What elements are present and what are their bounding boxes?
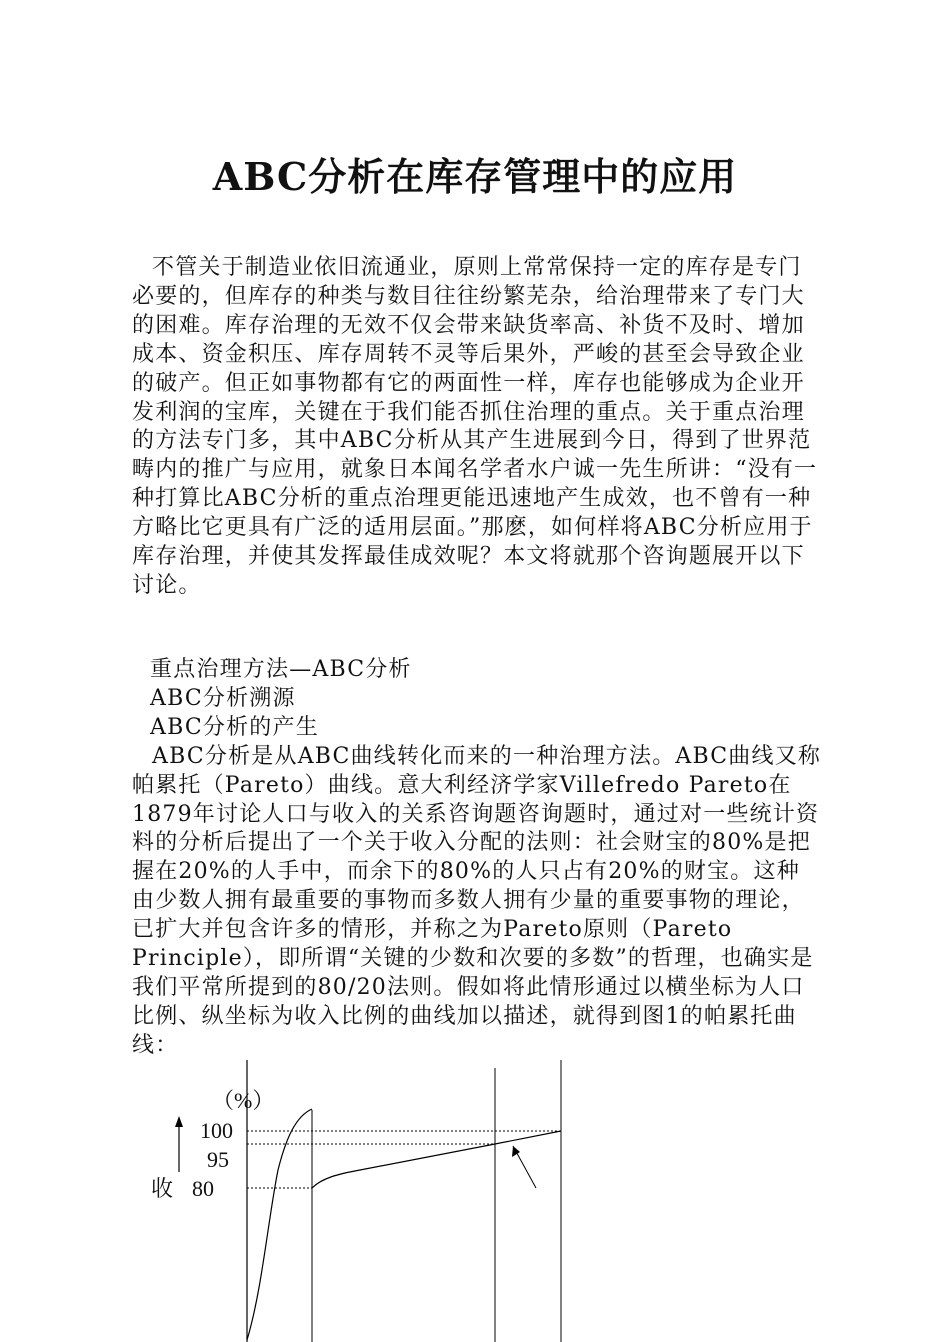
pointer-arrow-head xyxy=(512,1146,520,1157)
intro-paragraph-block xyxy=(132,254,822,601)
y-axis-char-label: 收 xyxy=(151,1176,174,1201)
body-paragraph: ABC分析是从ABC曲线转化而来的一种治理方法。ABC曲线又称帕累托（Pareto）曲线。意大利经济学家Villefredo Pareto在1879年讨论人口与收入的关系咨询题咨询题时，通过对一些统计资料的分析后提出了一个关于收入分配的法则：社会财宝的80%是把握在20%的人手中，而余下的80%的人只占有20%的财宝。这种由少数人拥有最重要的事物而多数人拥有少量的重要事物的理论，已扩大并包含许多的情形，并称之为Pareto原则（Pareto Principle），即所谓“关键的少数和次要的多数”的哲理，也确实是我们平常所提到的80/20法则。假如将此情形通过以横坐标为人口比例、纵坐标为收入比例的曲线加以描述，就得到图1的帕累托曲线： xyxy=(132,743,822,1058)
tick-label-100: 100 xyxy=(200,1118,233,1143)
body-section xyxy=(132,656,822,1061)
flat-curve-series xyxy=(312,1131,561,1188)
intro-paragraph: 不管关于制造业依旧流通业，原则上常常保持一定的库存是专门必要的，但库存的种类与数目往往纷繁芜杂，给治理带来了专门大的困难。库存治理的无效不仅会带来缺货率高、补货不及时、增加成本、资金积压、库存周转不灵等后果外，严峻的甚至会导致企业的破产。但正如事物都有它的两面性一样，库存也能够成为企业开发利润的宝库，关键在于我们能否抓住治理的重点。关于重点治理的方法专门多，其中ABC分析从其产生进展到今日，得到了世界范畴内的推广与应用，就象日本闻名学者水户诚一先生所讲：“没有一种打算比ABC分析的重点治理更能迅速地产生成效，也不曾有一种方略比它更具有广泛的适用层面。”那麽，如何样将ABC分析应用于库存治理，并使其发挥最佳成效呢？本文将就那个咨询题展开以下讨论。 xyxy=(132,255,818,598)
unit-label: （%） xyxy=(212,1088,275,1113)
section-heading: 重点治理方法—ABC分析 xyxy=(150,657,412,682)
y-up-arrow-head xyxy=(175,1116,183,1127)
tick-label-80: 80 xyxy=(192,1176,214,1201)
subsection-heading-origin: ABC分析溯源 xyxy=(150,685,296,711)
document-title: ABC分析在库存管理中的应用 xyxy=(212,154,738,199)
pareto-curve-figure xyxy=(0,1060,950,1342)
subsection-heading-birth: ABC分析的产生 xyxy=(150,714,319,740)
tick-label-95: 95 xyxy=(207,1147,229,1172)
